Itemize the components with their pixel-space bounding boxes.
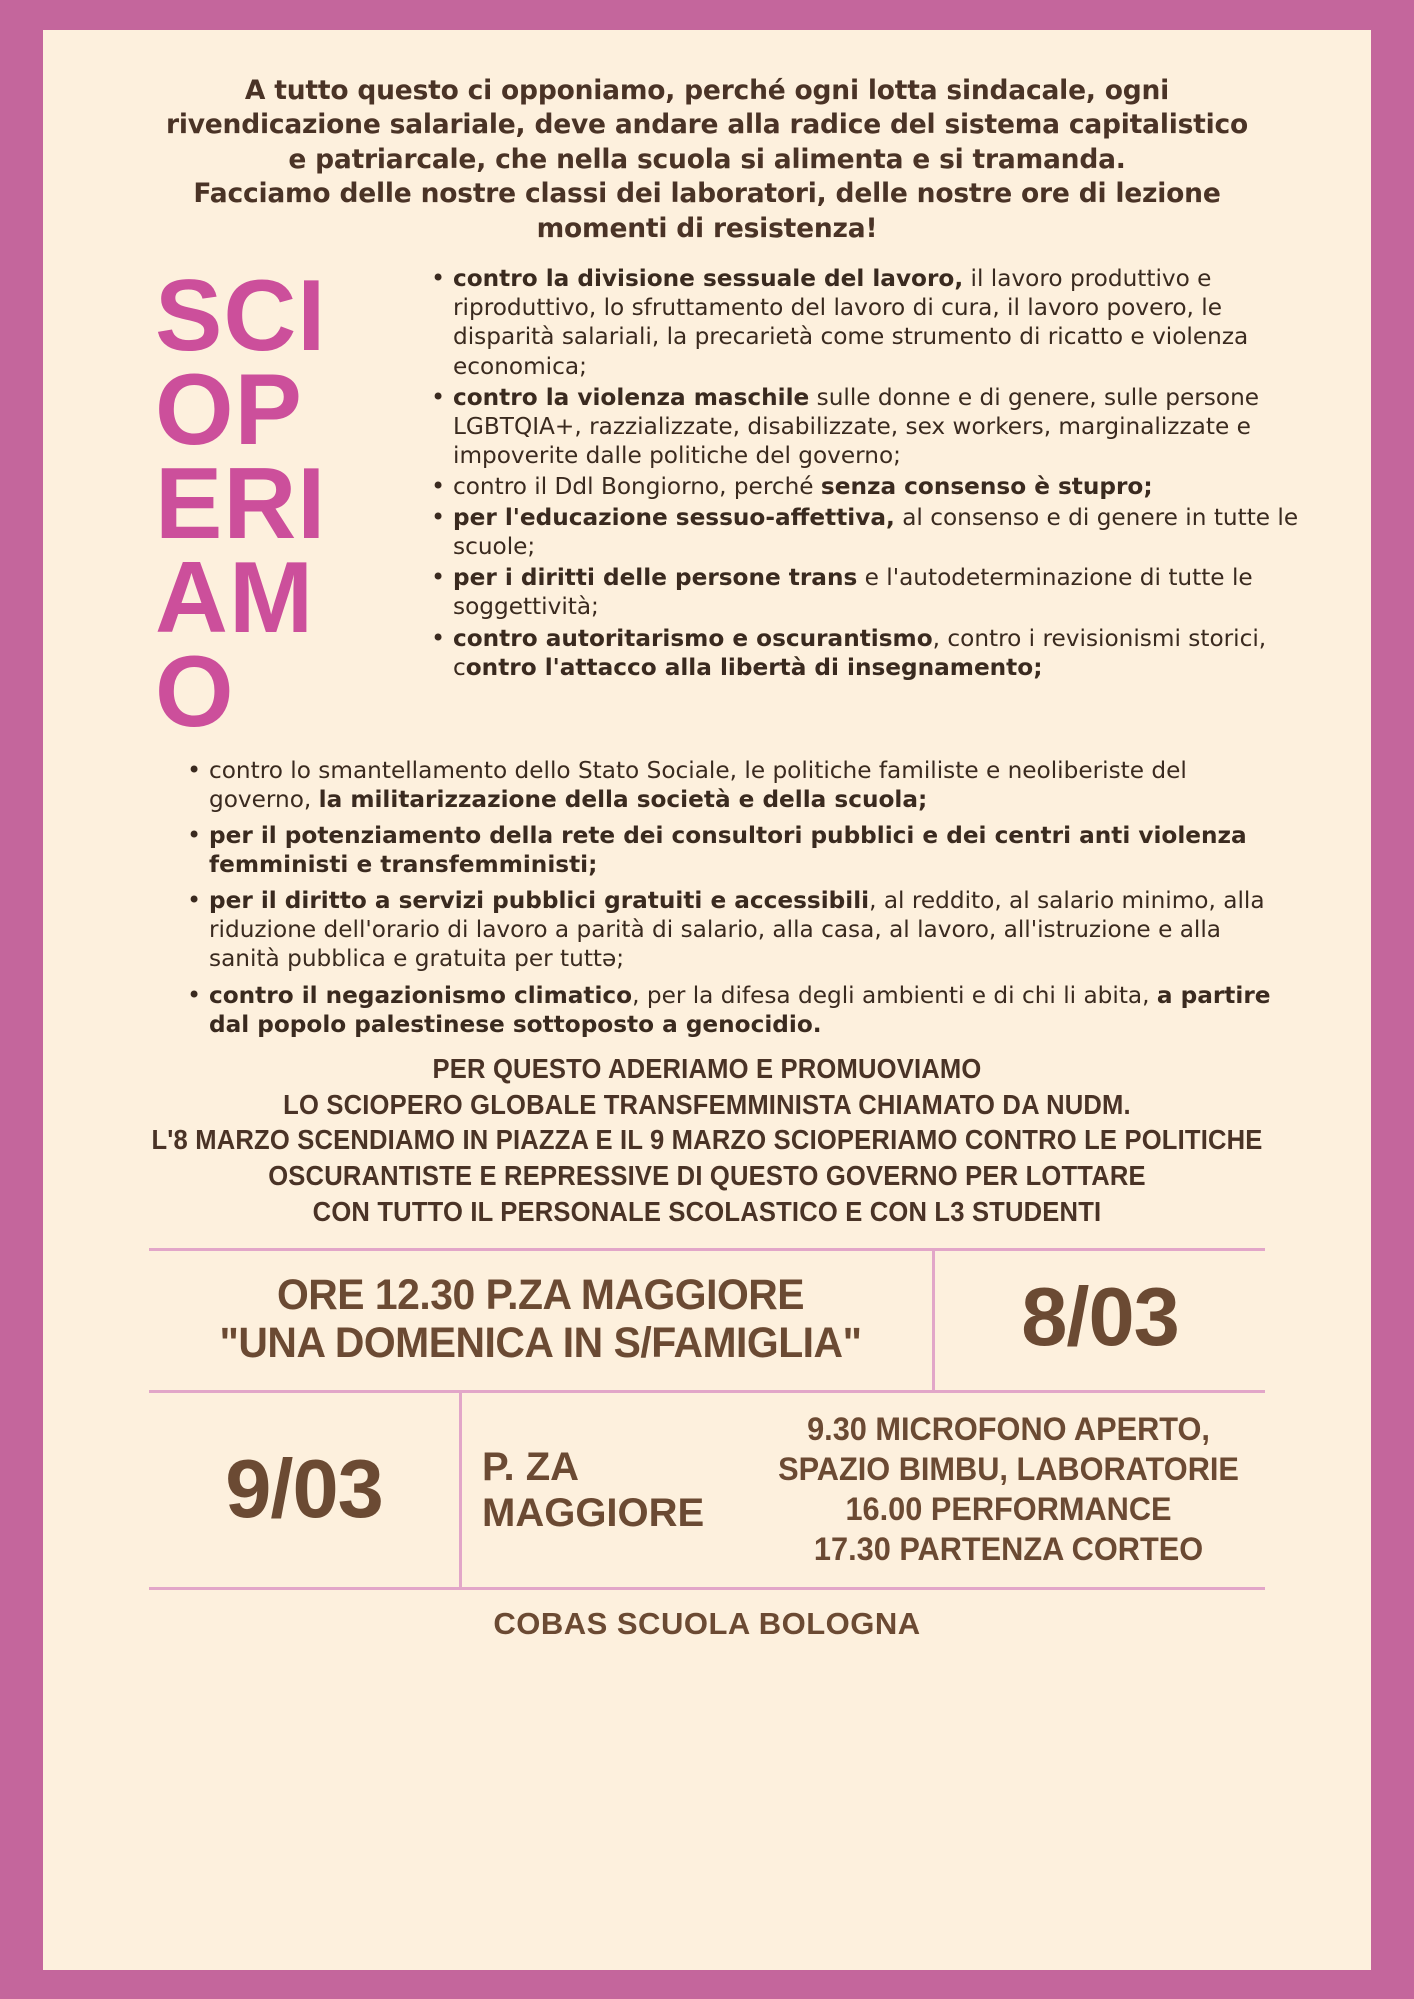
headline-line-2: OP: [155, 354, 303, 467]
demand-bold: contro la divisione sessuale del lavoro,: [453, 265, 964, 293]
headline-line-3: ERI: [155, 448, 327, 561]
demand-text: , per la difesa degli ambienti e di chi li abita,: [632, 981, 1157, 1009]
event-8-details: [169, 1251, 913, 1390]
list-item: [431, 563, 1316, 621]
event-9-program-line-1: 9.30 MICROFONO APERTO,: [807, 1410, 1210, 1447]
intro-line-5: momenti di resistenza!: [536, 212, 878, 244]
demand-text: e l'autodeterminazione di tutte le soggettività;: [453, 564, 1253, 621]
list-item: [187, 821, 1275, 879]
headline-line-4: AM: [155, 541, 315, 654]
demands-lower-wrap: [43, 740, 1371, 1039]
intro-line-3: e patriarcale, che nella scuola si alimenta e si tramanda.: [288, 143, 1126, 175]
demand-bold: contro il negazionismo climatico: [209, 981, 633, 1009]
call-to-action: [89, 1051, 1324, 1230]
promo-line-4: OSCURANTISTE E REPRESSIVE DI QUESTO GOVERNO PER LOTTARE: [268, 1160, 1146, 1192]
event-9-place-line-2: MAGGIORE: [482, 1490, 705, 1535]
promo-line-3: L'8 MARZO SCENDIAMO IN PIAZZA E IL 9 MARZO SCIOPERIAMO CONTRO LE POLITICHE: [151, 1124, 1263, 1156]
demand-text: il lavoro produttivo e riproduttivo, lo sfruttamento del lavoro di cura, il lavoro povero, le disparità salariali, la precarietà come strumento di ricatto e violenza economica;: [453, 265, 1249, 380]
list-item: [187, 981, 1275, 1039]
intro-line-4: Facciamo delle nostre classi dei laboratori, delle nostre ore di lezione: [193, 178, 1221, 210]
promo-line-5: CON TUTTO IL PERSONALE SCOLASTICO E CON L3 STUDENTI: [312, 1195, 1102, 1227]
event-8-detail-line-2: "UNA DOMENICA IN S/FAMIGLIA": [219, 1319, 862, 1368]
demand-bold: senza consenso è stupro;: [820, 472, 1153, 500]
headline-scioperiamo: [103, 260, 403, 748]
demand-text: , al reddito, al salario minimo, alla riduzione dell'orario di lavoro a parità di salario, alla casa, al lavoro, all'istruzione e alla sanità pubblica e gratuita per tuttə;: [209, 887, 1265, 973]
events-grid: [149, 1248, 1265, 1652]
demand-bold-2: a partire dal popolo palestinese sottoposto a genocidio.: [209, 981, 1271, 1038]
list-item: [187, 886, 1275, 973]
demand-text: sulle donne e di genere, sulle persone LGBTQIA+, razzializzate, disabilizzate, sex workers, marginalizzate e impoverite dalle politiche del governo;: [453, 383, 1260, 469]
headline-and-demands: [43, 260, 1371, 748]
demand-text: contro il Ddl Bongiorno, perché: [453, 472, 821, 500]
event-8-detail-line-1: ORE 12.30 P.ZA MAGGIORE: [276, 1270, 805, 1319]
event-9-place: [462, 1393, 752, 1587]
event-9-place-line-1: P. ZA: [482, 1444, 580, 1489]
list-item: [431, 472, 1316, 501]
demands-list-lower: [159, 756, 1275, 1039]
intro-text: [43, 30, 1371, 246]
list-item: [431, 503, 1316, 561]
event-row-march-9: [149, 1393, 1265, 1587]
list-item: [431, 383, 1316, 470]
demand-text: , contro i revisionismi storici, c: [453, 624, 1267, 681]
demand-bold: contro autoritarismo e oscurantismo: [453, 624, 933, 652]
demand-bold: per il potenziamento della rete dei consultori pubblici e dei centri anti violenza femministi e transfemministi;: [209, 822, 1247, 879]
intro-line-2: rivendicazione salariale, deve andare alla radice del sistema capitalistico: [165, 109, 1249, 141]
demand-bold: contro la violenza maschile: [453, 383, 810, 411]
demand-bold: per l'educazione sessuo-affettiva,: [453, 504, 895, 532]
demand-bold: per il diritto a servizi pubblici gratuiti e accessibili: [209, 887, 870, 915]
demand-bold: la militarizzazione della società e della scuola;: [318, 785, 928, 813]
event-9-date: 9/03: [225, 1441, 383, 1535]
event-9-program-line-4: 17.30 PARTENZA CORTEO: [813, 1530, 1204, 1567]
demand-text: al consenso e di genere in tutte le scuole;: [453, 504, 1299, 561]
list-item: [187, 756, 1275, 814]
demand-text: contro lo smantellamento dello Stato Sociale, le politiche familiste e neoliberiste del governo,: [209, 756, 1187, 813]
headline-line-5: O: [155, 635, 235, 748]
event-9-program-line-3: 16.00 PERFORMANCE: [845, 1490, 1172, 1527]
demand-bold-2: ontro l'attacco alla libertà di insegnamento;: [465, 653, 1043, 681]
demand-bold: per i diritti delle persone trans: [453, 564, 858, 592]
event-9-program-line-2: SPAZIO BIMBU, LABORATORIE: [778, 1450, 1239, 1487]
event-9-program: [762, 1393, 1254, 1587]
demands-list-upper: [403, 264, 1316, 684]
event-8-date: 8/03: [1021, 1270, 1179, 1364]
event-row-march-8: [149, 1251, 1265, 1393]
headline-line-1: SCI: [155, 260, 327, 373]
promo-line-2: LO SCIOPERO GLOBALE TRANSFEMMINISTA CHIAMATO DA NUDM.: [283, 1088, 1131, 1120]
intro-line-1: A tutto questo ci opponiamo, perché ogni lotta sindacale, ogni: [244, 75, 1170, 106]
poster: [43, 30, 1371, 1970]
list-item: [431, 264, 1316, 380]
organization-footer: COBAS SCUOLA BOLOGNA: [149, 1587, 1265, 1652]
promo-line-1: PER QUESTO ADERIAMO E PROMUOVIAMO: [432, 1052, 982, 1084]
list-item: [431, 624, 1316, 682]
